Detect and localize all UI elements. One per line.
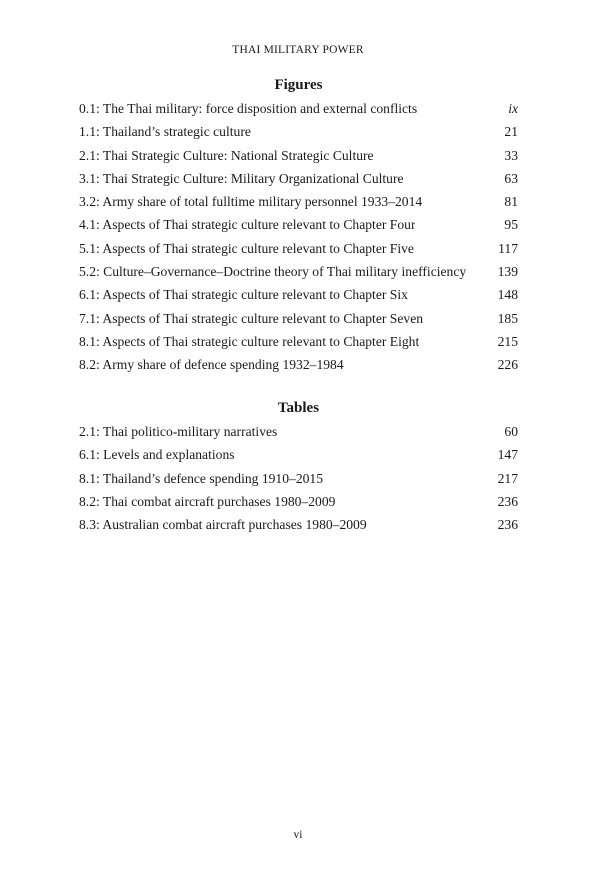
page-folio: vi (293, 829, 303, 841)
entry-page-number: 63 (504, 170, 518, 186)
figure-entry (79, 307, 518, 330)
running-head: THAI MILITARY POWER (232, 44, 364, 56)
entry-page-number: 117 (498, 240, 518, 256)
entry-page-number: 215 (497, 333, 518, 349)
figure-entry (79, 260, 518, 283)
entry-label: 3.1: Thai Strategic Culture: Military Organizational Culture (79, 170, 404, 186)
entry-label: 2.1: Thai politico-military narratives (79, 424, 278, 439)
entry-label: 2.1: Thai Strategic Culture: National Strategic Culture (79, 147, 374, 163)
entry-label: 6.1: Aspects of Thai strategic culture relevant to Chapter Six (79, 287, 408, 303)
entry-page-number: 226 (497, 357, 518, 373)
entry-page-number: 33 (504, 147, 518, 163)
entry-label: 8.2: Thai combat aircraft purchases 1980–2009 (79, 493, 336, 509)
entry-page-number: 185 (497, 310, 518, 326)
entry-page-number: 147 (497, 447, 518, 463)
figures-list (79, 97, 518, 377)
table-entry (79, 443, 518, 466)
entry-page-number: ix (508, 101, 518, 116)
tables-list (79, 420, 518, 536)
entry-label: 5.1: Aspects of Thai strategic culture relevant to Chapter Five (79, 240, 414, 256)
figure-entry (79, 144, 518, 167)
entry-page-number: 148 (497, 287, 518, 303)
entry-label: 8.3: Australian combat aircraft purchases 1980–2009 (79, 517, 367, 533)
figure-entry (79, 330, 518, 353)
figure-entry (79, 167, 518, 190)
entry-page-number: 60 (504, 424, 518, 439)
entry-label: 6.1: Levels and explanations (79, 447, 235, 463)
tables-section (79, 396, 518, 536)
entry-label: 4.1: Aspects of Thai strategic culture relevant to Chapter Four (79, 217, 416, 233)
figures-heading: Figures (274, 77, 323, 93)
figure-entry (79, 283, 518, 306)
entry-label: 8.1: Thailand’s defence spending 1910–2015 (79, 470, 324, 486)
entry-page-number: 236 (497, 493, 518, 509)
entry-page-number: 95 (504, 217, 518, 233)
entry-label: 1.1: Thailand’s strategic culture (79, 124, 251, 140)
figure-entry (79, 120, 518, 143)
entry-page-number: 236 (497, 517, 518, 533)
entry-label: 8.1: Aspects of Thai strategic culture relevant to Chapter Eight (79, 333, 420, 349)
entry-label: 7.1: Aspects of Thai strategic culture relevant to Chapter Seven (79, 310, 424, 326)
figure-entry (79, 190, 518, 213)
table-entry (79, 513, 518, 536)
entry-label: 0.1: The Thai military: force disposition and external conflicts (79, 101, 418, 116)
entry-label: 8.2: Army share of defence spending 1932–1984 (79, 357, 344, 373)
table-entry (79, 467, 518, 490)
tables-heading: Tables (277, 400, 320, 416)
table-entry (79, 490, 518, 513)
figure-entry (79, 97, 518, 120)
figure-entry (79, 237, 518, 260)
entry-page-number: 139 (497, 264, 518, 280)
table-entry (79, 420, 518, 443)
entry-page-number: 217 (497, 470, 518, 486)
figure-entry (79, 213, 518, 236)
figures-section (79, 73, 518, 377)
entry-page-number: 81 (504, 194, 518, 210)
entry-label: 3.2: Army share of total fulltime military personnel 1933–2014 (79, 194, 423, 210)
entry-label: 5.2: Culture–Governance–Doctrine theory of Thai military inefficiency (79, 264, 467, 280)
figure-entry (79, 353, 518, 376)
entry-page-number: 21 (504, 124, 518, 140)
